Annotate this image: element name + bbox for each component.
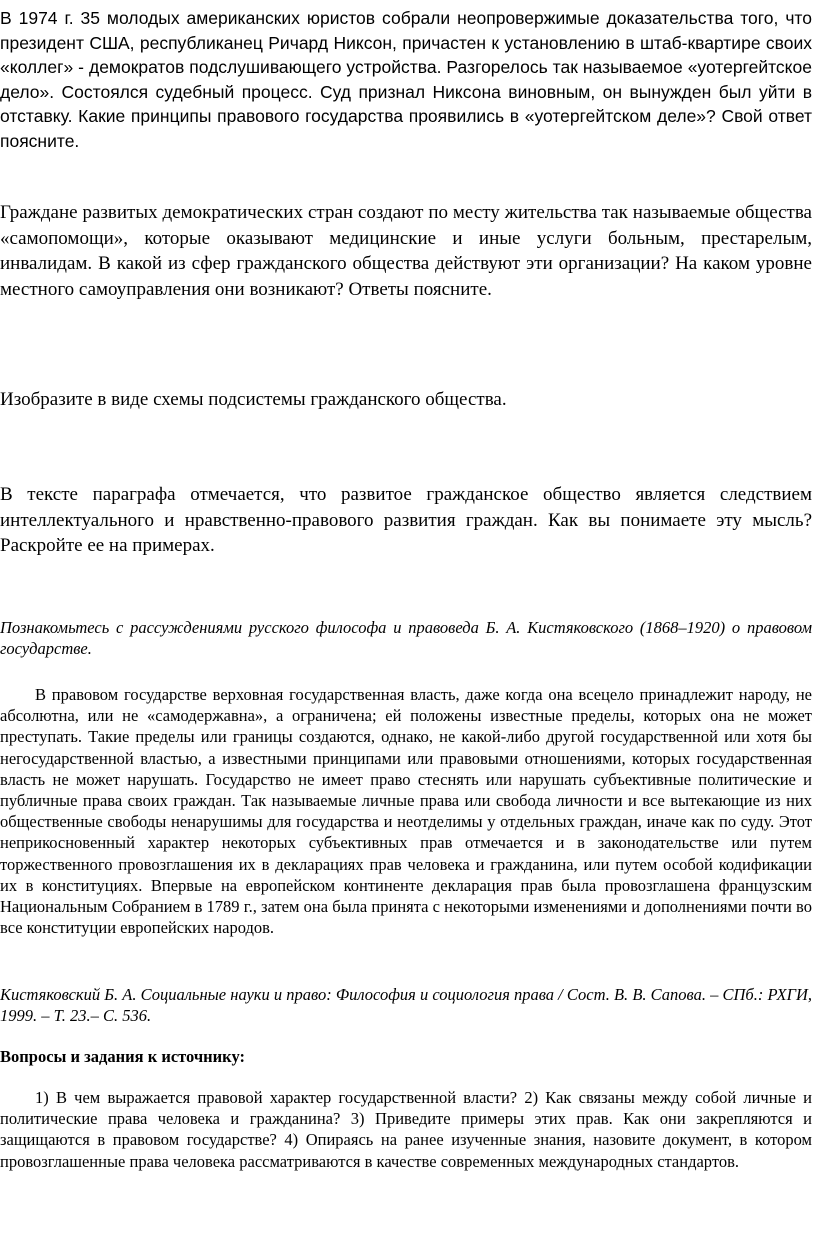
questions-heading: Вопросы и задания к источнику: [0,1047,245,1066]
source-intro: Познакомьтесь с рассуждениями русского философа и правоведа Б. А. Кистяковского (1868–1920) о правовом государстве. [0,618,812,659]
source-excerpt: В правовом государстве верховная государственная власть, даже когда она всецело принадлежит народу, не абсолютна, или не «самодержавна», а ограничена; ей положены известные пределы, которых она не может преступать. Такие пределы или границы создаются, однако, не какой-либо другой государственной или хотя бы негосударственной властью, а известными принципами или правовыми отношениями, которых государственная власть не может нарушать. Государство не имеет право стеснять или нарушать субъективные политические и публичные права своих граждан. Так называемые личные права или свобода личности и все вытекающие из них общественные свободы ненарушимы для государства и неотделимы у отдельных граждан, иначе как по суду. Этот неприкосновенный характер некоторых субъективных прав отмечается и в законодательстве или путем торжественного провозглашения их в декларациях прав человека и гражданина, или путем особой кодификации их в конституциях. Впервые на европейском континенте декларация прав была провозглашена французским Национальным Собранием в 1789 г., затем она была принята с некоторыми изменениями и дополнениями почти во все конституции европейских народов. [0,685,812,938]
source-citation: Кистяковский Б. А. Социальные науки и право: Философия и социология права / Сост. В. В. Сапова. – СПб.: РХГИ, 1999. – Т. 23.– С. 536. [0,985,812,1026]
questions-list: 1) В чем выражается правовой характер государственной власти? 2) Как связаны между собой личные и политические права человека и гражданина? 3) Приведите примеры этих прав. Как они закрепляются и защищаются в правовом государстве? 4) Опираясь на ранее изученные знания, назовите документ, в котором провозглашенные права человека рассматриваются в качестве современных международных стандартов. [0,1088,812,1171]
question-self-help-societies: Граждане развитых демократических стран создают по месту жительства так называемые общества «самопомощи», которые оказывают медицинские и иные услуги больным, престарелым, инвалидам. В какой из сфер гражданского общества действуют эти организации? На каком уровне местного самоуправления они возникают? Ответы поясните. [0,202,812,300]
question-watergate: В 1974 г. 35 молодых американских юристов собрали неопровержимые доказательства того, что президент США, республиканец Ричард Никсон, причастен к установлению в штаб-квартире своих «коллег» - демократов подслушивающего устройства. Разгорелось так называемое «уотергейтское дело». Состоялся судебный процесс. Суд признал Никсона виновным, он вынужден был уйти в отставку. Какие принципы правового государства проявились в «уотергейтском деле»? Свой ответ поясните. [0,8,812,151]
question-civil-society-scheme: Изобразите в виде схемы подсистемы гражданского общества. [0,389,507,410]
question-civil-society-development: В тексте параграфа отмечается, что развитое гражданское общество является следствием интеллектуального и нравственно-правового развития граждан. Как вы понимаете эту мысль? Раскройте ее на примерах. [0,484,812,556]
